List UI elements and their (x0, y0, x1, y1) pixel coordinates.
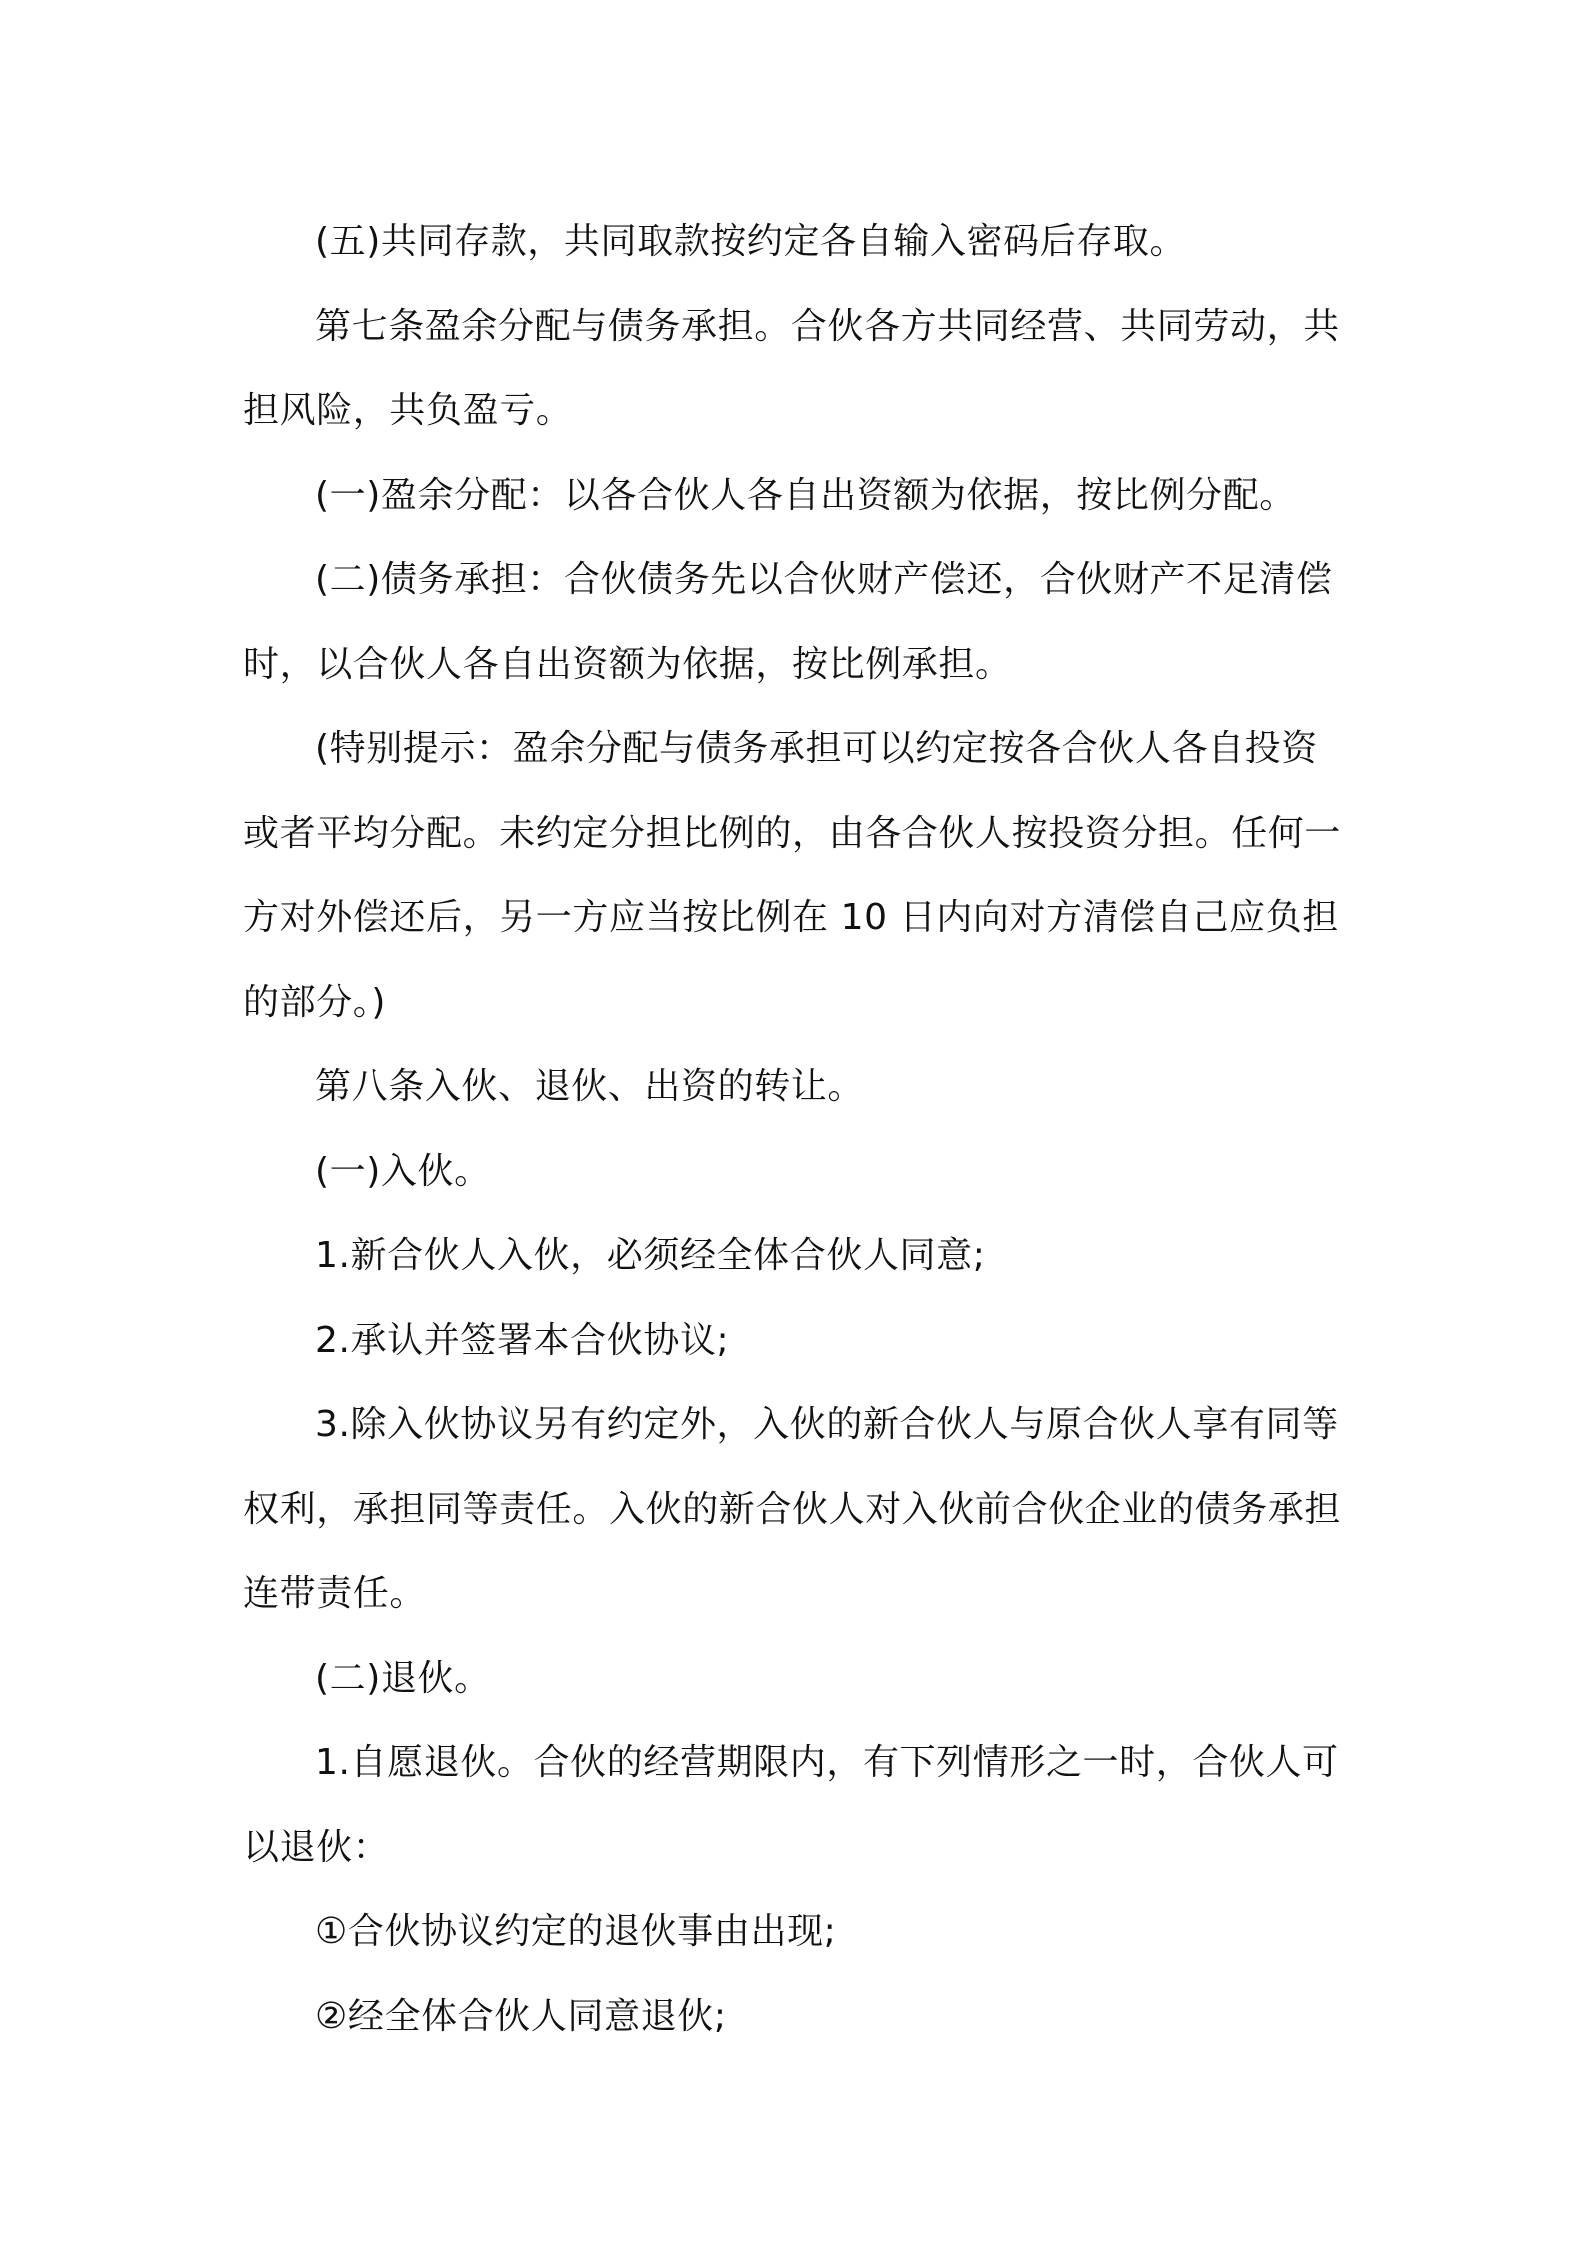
text-line: 方对外偿还后，另一方应当按比例在 10 日内向对方清偿自己应负担 (243, 897, 1339, 938)
text-line: (五)共同存款，共同取款按约定各自输入密码后存取。 (315, 221, 1187, 262)
paragraph-withdrawal-heading (243, 1637, 1355, 1722)
text-line: ①合伙协议约定的退伙事由出现; (315, 1911, 837, 1952)
paragraph-voluntary-withdrawal (243, 1721, 1355, 1890)
paragraph-article-8 (243, 1045, 1355, 1130)
document-page (243, 200, 1355, 2059)
text-line: ②经全体合伙人同意退伙; (315, 1995, 727, 2037)
paragraph-joining-item-2 (243, 1299, 1355, 1384)
text-line: 2.承认并签署本合伙协议; (315, 1319, 730, 1361)
text-line: 1.自愿退伙。合伙的经营期限内，有下列情形之一时，合伙人可 (315, 1742, 1339, 1783)
text-line: 第八条入伙、退伙、出资的转让。 (315, 1066, 865, 1107)
text-line: (二)债务承担：合伙债务先以合伙财产偿还，合伙财产不足清偿 (315, 559, 1333, 600)
paragraph-special-note (243, 707, 1355, 1045)
text-line: (特别提示：盈余分配与债务承担可以约定按各合伙人各自投资 (315, 728, 1318, 769)
text-line: 第七条盈余分配与债务承担。合伙各方共同经营、共同劳动，共 (315, 305, 1340, 347)
text-line: 3.除入伙协议另有约定外，入伙的新合伙人与原合伙人享有同等 (315, 1404, 1339, 1445)
text-line: (二)退伙。 (315, 1657, 491, 1699)
text-line: 担风险，共负盈亏。 (243, 390, 573, 431)
text-line: 的部分。) (243, 981, 387, 1023)
text-line: 权利，承担同等责任。入伙的新合伙人对入伙前合伙企业的债务承担 (243, 1488, 1342, 1530)
paragraph-withdrawal-case-1 (243, 1890, 1355, 1975)
text-line: 或者平均分配。未约定分担比例的，由各合伙人按投资分担。任何一 (243, 812, 1342, 854)
text-line: 1.新合伙人入伙，必须经全体合伙人同意; (315, 1235, 986, 1276)
text-line: (一)入伙。 (315, 1150, 491, 1192)
paragraph-joining-item-3 (243, 1383, 1355, 1637)
paragraph-joining-heading (243, 1130, 1355, 1215)
text-line: 连带责任。 (243, 1573, 427, 1614)
text-line: 时，以合伙人各自出资额为依据，按比例承担。 (243, 643, 1012, 685)
text-line: (一)盈余分配：以各合伙人各自出资额为依据，按比例分配。 (315, 474, 1296, 516)
text-line: 以退伙： (243, 1826, 390, 1868)
paragraph-article-7 (243, 285, 1355, 454)
paragraph-withdrawal-case-2 (243, 1975, 1355, 2060)
paragraph-joint-deposit (243, 200, 1355, 285)
paragraph-profit-distribution (243, 454, 1355, 539)
paragraph-joining-item-1 (243, 1214, 1355, 1299)
paragraph-debt-bearing (243, 538, 1355, 707)
